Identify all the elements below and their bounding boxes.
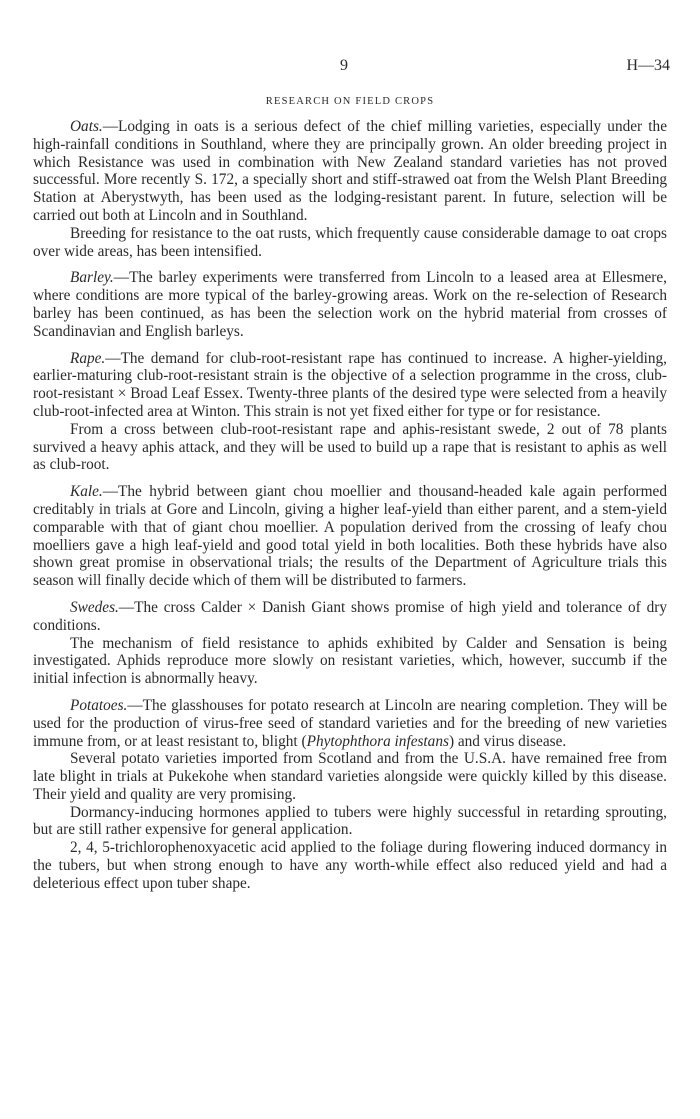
- paragraph-rape: [33, 350, 667, 421]
- paragraph-text: From a cross between club-root-resistant rape and aphis-resistant swede, 2 out of 78 plants survived a heavy aphis attack, and they will be used to build up a rape that is resistant to aphis as well as club-root.: [33, 420, 667, 474]
- paragraph-imported-potatoes: [33, 750, 667, 803]
- paragraph-oats: [33, 118, 667, 225]
- paragraph-text: The mechanism of field resistance to aphids exhibited by Calder and Sensation is being investigated. Aphids reproduce more slowly on resistant varieties, which, however, succumb if the initial infection is abnormally heavy.: [33, 634, 667, 688]
- lead-swedes: Swedes.: [70, 598, 119, 616]
- paragraph-trichlorophenoxyacetic: [33, 839, 667, 892]
- paragraph-barley: [33, 269, 667, 340]
- lead-kale: Kale.: [70, 483, 103, 501]
- page-number: 9: [340, 57, 348, 74]
- lead-oats: Oats.: [70, 118, 103, 135]
- paragraph-text: 2, 4, 5-trichlorophenoxyacetic acid applied to the foliage during flowering induced dormancy in the tubers, but when strong enough to have any worth-while effect also reduced yield and had a deleterious effect upon tuber shape.: [33, 839, 667, 892]
- paragraph-text: —The demand for club-root-resistant rape has continued to increase. A higher-yielding, earlier-maturing club-root-resistant strain is the objective of a selection programme in the cross, club-root-resistant × Broad Leaf Essex. Twenty-three plants of the desired type were selected from a heavily club-root-infected area at Winton. This strain is not yet fixed either for type or for resistance.: [33, 349, 667, 420]
- paragraph-text: Breeding for resistance to the oat rusts, which frequently cause considerable damage to oat crops over wide areas, has been intensified.: [33, 224, 667, 260]
- paragraph-text: Several potato varieties imported from Scotland and from the U.S.A. have remained free from late blight in trials at Pukekohe when standard varieties alongside were quickly killed by this disease. Their yield and quality are very promising.: [33, 750, 667, 803]
- paragraph-oat-rusts: [33, 225, 667, 261]
- section-title: RESEARCH ON FIELD CROPS: [265, 96, 435, 107]
- paragraph-text: Dormancy-inducing hormones applied to tubers were highly successful in retarding sprouting, but are still rather expensive for general application.: [33, 803, 667, 839]
- lead-rape: Rape.: [70, 349, 106, 367]
- paragraph-text: —The barley experiments were transferred from Lincoln to a leased area at Ellesmere, where conditions are more typical of the barley-growing areas. Work on the re-selection of Research barley has been continued, as has been the selection work on the hybrid material from crosses of Scandinavian and English barleys.: [33, 269, 667, 340]
- paragraph-potatoes: [33, 697, 667, 750]
- document-code: H—34: [626, 57, 670, 74]
- paragraph-swedes: [33, 599, 667, 635]
- paragraph-rape-cross: [33, 421, 667, 474]
- lead-potatoes: Potatoes.: [70, 696, 128, 714]
- paragraph-text: —The cross Calder × Danish Giant shows promise of high yield and tolerance of dry conditions.: [33, 598, 667, 634]
- species-name: Phytophthora infestans: [306, 732, 449, 750]
- paragraph-kale: [33, 483, 667, 590]
- document-body: [33, 118, 667, 893]
- paragraph-aphid-resistance: [33, 635, 667, 688]
- paragraph-text: ) and virus disease.: [448, 732, 567, 750]
- paragraph-text: —The glasshouses for potato research at Lincoln are nearing completion. They will be used for the production of virus-free seed of standard varieties and for the breeding of new varieties immune from, or at least resistant to, blight (: [33, 696, 667, 750]
- lead-barley: Barley.: [70, 269, 114, 287]
- paragraph-text: —The hybrid between giant chou moellier and thousand-headed kale again performed creditably in trials at Gore and Lincoln, giving a higher leaf-yield than either parent, and a stem-yield comparable with that of giant chou moellier. A population derived from the crossing of leafy chou moelliers gave a high leaf-yield and good total yield in both localities. Both these hybrids have also shown great promise in observational trials; the results of the Department of Agriculture trials this season will finally decide which of them will be distributed to farmers.: [33, 483, 667, 590]
- paragraph-text: —Lodging in oats is a serious defect of the chief milling varieties, especially under the high-rainfall conditions in Southland, where they are principally grown. An older breeding project in which Resistance was used in combination with New Zealand standard varieties has not proved successful. More recently S. 172, a specially short and stiff-strawed oat from the Welsh Plant Breeding Station at Aberystwyth, has been used as the lodging-resistant parent. In future, selection will be carried out both at Lincoln and in Southland.: [33, 118, 667, 224]
- paragraph-dormancy-hormones: [33, 804, 667, 840]
